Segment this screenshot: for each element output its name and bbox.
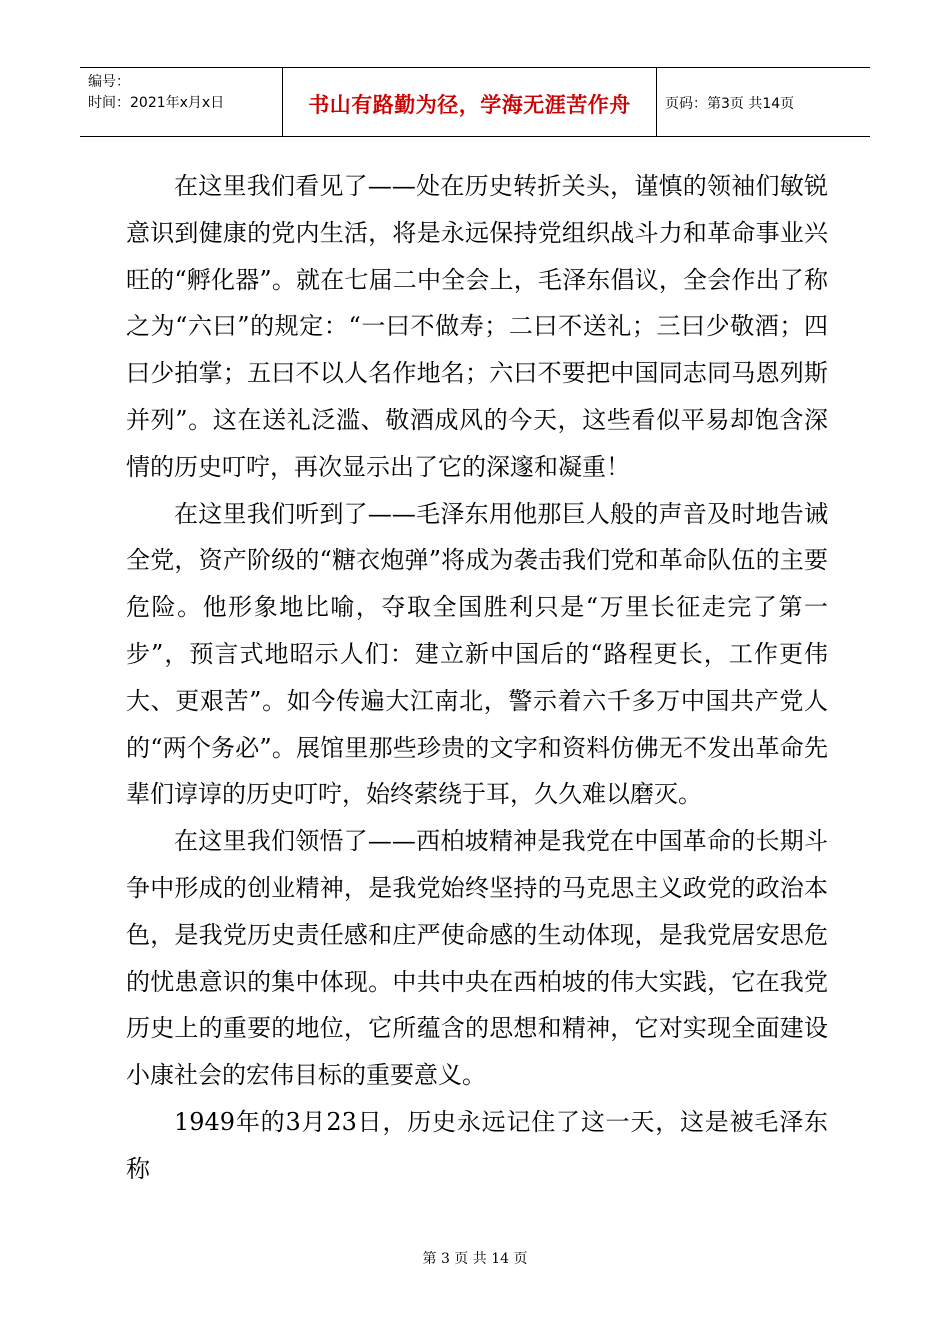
body-paragraph-4: 1949年的3月23日，历史永远记住了这一天，这是被毛泽东称 xyxy=(126,1107,828,1183)
page-footer: 第 3 页 共 14 页 xyxy=(422,1251,528,1267)
body-paragraph-1: 在这里我们看见了——处在历史转折关头，谨慎的领袖们敏锐意识到健康的党内生活，将是永远保持党组织战斗力和革命事业兴旺的“孵化器”。就在七届二中全会上，毛泽东倡议，全会作出了称之为“六曰”的规定：“一曰不做寿；二曰不送礼；三曰少敬酒；四曰少拍掌；五曰不以人名作地名；六曰不要把中国同志同马恩列斯并列”。这在送礼泛滥、敬酒成风的今天，这些看似平易却饱含深情的历史叮咛，再次显示出了它的深邃和凝重！ xyxy=(126,172,828,481)
header-meta-cell xyxy=(80,68,283,136)
document-number-label: 编号： xyxy=(88,74,130,90)
header-slogan: 书山有路勤为径，学海无涯苦作舟 xyxy=(308,93,631,117)
header-page-cell xyxy=(657,68,870,136)
body-paragraph-2: 在这里我们听到了——毛泽东用他那巨人般的声音及时地告诫全党，资产阶级的“糖衣炮弹”将成为袭击我们党和革命队伍的主要危险。他形象地比喻，夺取全国胜利只是“万里长征走完了第一步”，预言式地昭示人们：建立新中国后的“路程更长，工作更伟大、更艰苦”。如今传遍大江南北，警示着六千多万中国共产党人的“两个务必”。展馆里那些珍贵的文字和资料仿佛无不发出革命先辈们谆谆的历史叮咛，始终萦绕于耳，久久难以磨灭。 xyxy=(126,499,828,809)
document-header xyxy=(80,67,870,137)
document-time-label: 时间：2021年x月x日 xyxy=(88,95,225,111)
document-body xyxy=(126,163,828,1193)
header-slogan-cell xyxy=(283,68,657,136)
header-page-number: 页码：第3页 共14页 xyxy=(665,96,795,112)
body-paragraph-3: 在这里我们领悟了——西柏坡精神是我党在中国革命的长期斗争中形成的创业精神，是我党始终坚持的马克思主义政党的政治本色，是我党历史责任感和庄严使命感的生动体现，是我党居安思危的忧患意识的集中体现。中共中央在西柏坡的伟大实践，它在我党历史上的重要的地位，它所蕴含的思想和精神，它对实现全面建设小康社会的宏伟目标的重要意义。 xyxy=(126,827,828,1090)
